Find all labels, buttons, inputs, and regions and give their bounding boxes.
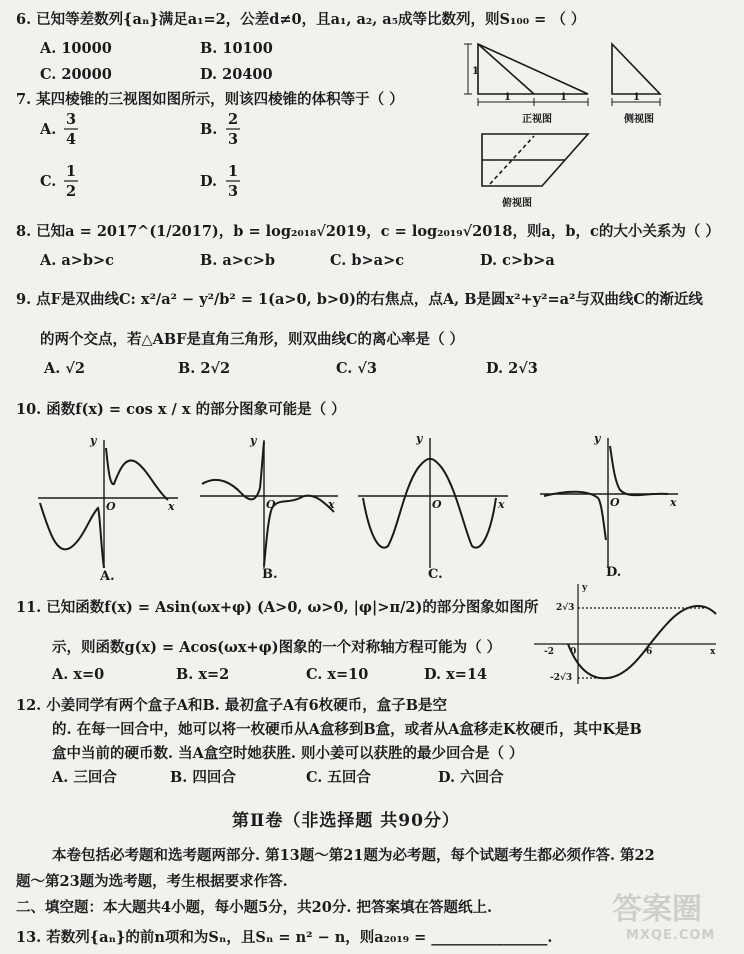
q11-option-c: C. x=10 <box>306 666 369 683</box>
q10-label-c: C. <box>428 567 443 582</box>
q11-bottom-label: -2√3 <box>550 673 573 683</box>
q9-stem-line1: 9. 点F是双曲线C: x²/a² − y²/b² = 1(a>0, b>0)的右焦点，点A, B是圆x²+y²=a²与双曲线C的渐近线 <box>16 291 703 308</box>
q11-x-label: x <box>710 647 716 657</box>
q11-option-a: A. x=0 <box>52 666 105 683</box>
q10-b-y-label: y <box>250 434 257 447</box>
q12-line2: 的. 在每一回合中，她可以将一枚硬币从A盒移到B盒，或者从A盒移走K枚硬币，其中K是B <box>52 721 642 738</box>
q10-graphs-svg <box>28 428 708 584</box>
q10-c-origin: O <box>432 498 442 511</box>
q10-label-d: D. <box>606 565 622 580</box>
q10-c-x-label: x <box>498 498 505 511</box>
q12-option-a: A. 三回合 <box>52 769 117 786</box>
q6-option-c: C. 20000 <box>40 66 112 83</box>
q11-top-label: 2√3 <box>556 603 575 613</box>
q9-option-d: D. 2√3 <box>486 360 538 377</box>
q6-option-a: A. 10000 <box>40 40 112 57</box>
front-view <box>464 44 588 106</box>
q12-option-d: D. 六回合 <box>438 769 504 786</box>
q11-graph <box>530 580 720 690</box>
q7-opt-c-den: 2 <box>66 183 77 200</box>
q8-option-c: C. b>a>c <box>330 252 405 269</box>
q7-opt-d-den: 3 <box>228 183 239 200</box>
q7-opt-a-num: 3 <box>66 111 77 128</box>
watermark-url: MXQE.COM <box>626 928 716 943</box>
q11-six-label: 6 <box>646 647 653 657</box>
q7-options <box>40 110 300 210</box>
q7-opt-b-letter: B. <box>200 121 218 138</box>
q7-three-view-figure <box>460 36 685 212</box>
q7-opt-b-den: 3 <box>228 131 239 148</box>
q12-option-b: B. 四回合 <box>170 769 236 786</box>
fill-in-heading: 二、填空题：本大题共4小题，每小题5分，共20分. 把答案填在答题纸上. <box>16 899 492 916</box>
q12-line1: 12. 小姜同学有两个盒子A和B. 最初盒子A有6枚硬币，盒子B是空 <box>16 697 447 714</box>
q10-b-origin: O <box>266 498 276 511</box>
q10-graph-d <box>540 438 678 568</box>
q12-option-c: C. 五回合 <box>306 769 371 786</box>
top-view <box>482 134 588 186</box>
q7-opt-d-letter: D. <box>200 173 218 190</box>
side-view-label: 侧视图 <box>624 114 654 125</box>
q10-b-x-label: x <box>328 498 335 511</box>
q10-label-b: B. <box>262 567 278 582</box>
side-view-outline <box>612 44 660 94</box>
q11-stem-line1: 11. 已知函数f(x) = Asin(ωx+φ) (A>0, ω>0, |φ|>π/2)的部分图象如图所 <box>16 599 539 616</box>
watermark-logo: 答案圈 <box>612 892 702 927</box>
q7-options-svg <box>40 110 300 210</box>
q10-stem: 10. 函数f(x) = cos x / x 的部分图象可能是（ ） <box>16 401 346 418</box>
q6-option-b: B. 10100 <box>200 40 273 57</box>
q10-graphs <box>28 428 708 584</box>
q9-option-a: A. √2 <box>44 360 85 377</box>
front-dim-left: 1 <box>504 92 511 103</box>
q11-option-d: D. x=14 <box>424 666 488 683</box>
q7-stem: 7. 某四棱锥的三视图如图所示，则该四棱锥的体积等于（ ） <box>16 91 404 108</box>
front-dim-right: 1 <box>560 92 567 103</box>
q9-option-c: C. √3 <box>336 360 378 377</box>
q10-c-y-label: y <box>416 432 423 445</box>
q11-stem-line2: 示，则函数g(x) = Acos(ωx+φ)图象的一个对称轴方程可能为（ ） <box>52 639 502 656</box>
q11-neg-label: -2 <box>544 647 554 657</box>
q13-stem: 13. 若数列{aₙ}的前n项和为Sₙ，且Sₙ = n² − n，则a₂₀₁₉ = ________________. <box>16 929 553 946</box>
q7-three-view-svg <box>460 36 685 212</box>
q7-opt-a-den: 4 <box>66 131 77 148</box>
part2-intro-line2: 题～第23题为选考题，考生根据要求作答. <box>16 873 288 890</box>
q6-stem: 6. 已知等差数列{aₙ}满足a₁=2，公差d≠0，且a₁, a₂, a₅成等比数列，则S₁₀₀ = （ ） <box>16 11 586 28</box>
q12-line3: 盒中当前的硬币数. 当A盒空时她获胜. 则小姜可以获胜的最少回合是（ ） <box>52 745 524 762</box>
q8-option-a: A. a>b>c <box>40 252 115 269</box>
q8-option-d: D. c>b>a <box>480 252 555 269</box>
front-view-label: 正视图 <box>522 114 552 125</box>
q11-graph-svg <box>530 580 720 690</box>
q11-option-b: B. x=2 <box>176 666 230 683</box>
q10-a-y-label: y <box>90 434 97 447</box>
q9-stem-line2: 的两个交点，若△ABF是直角三角形，则双曲线C的离心率是（ ） <box>40 331 465 348</box>
q9-option-b: B. 2√2 <box>178 360 231 377</box>
q10-label-a: A. <box>100 569 115 584</box>
q10-d-x-label: x <box>670 496 677 509</box>
q11-y-label: y <box>582 583 588 593</box>
q6-option-d: D. 20400 <box>200 66 273 83</box>
q10-d-origin: O <box>610 496 620 509</box>
q8-option-b: B. a>c>b <box>200 252 276 269</box>
q7-opt-b-num: 2 <box>228 111 239 128</box>
q7-opt-c-letter: C. <box>40 173 57 190</box>
top-view-label: 俯视图 <box>502 198 532 209</box>
side-dim-width: 1 <box>633 92 640 103</box>
front-view-outline <box>478 44 588 94</box>
front-view-inner-line <box>478 44 534 94</box>
q7-opt-c-num: 1 <box>66 163 77 180</box>
q7-opt-a-letter: A. <box>40 121 57 138</box>
part2-title: 第Ⅱ卷（非选择题 共90分） <box>232 811 460 831</box>
q11-zero-label: 0 <box>570 647 577 657</box>
q7-opt-d-num: 1 <box>228 163 239 180</box>
front-dim-height: 1 <box>472 66 479 77</box>
q10-d-y-label: y <box>594 432 601 445</box>
q10-a-x-label: x <box>168 500 175 513</box>
part2-intro-line1: 本卷包括必考题和选考题两部分. 第13题～第21题为必考题，每个试题考生都必须作答. 第22 <box>52 847 655 864</box>
q10-a-origin: O <box>106 500 116 513</box>
q8-stem: 8. 已知a = 2017^(1/2017)，b = log₂₀₁₈√2019，c = log₂₀₁₉√2018，则a，b，c的大小关系为（ ） <box>16 223 720 240</box>
